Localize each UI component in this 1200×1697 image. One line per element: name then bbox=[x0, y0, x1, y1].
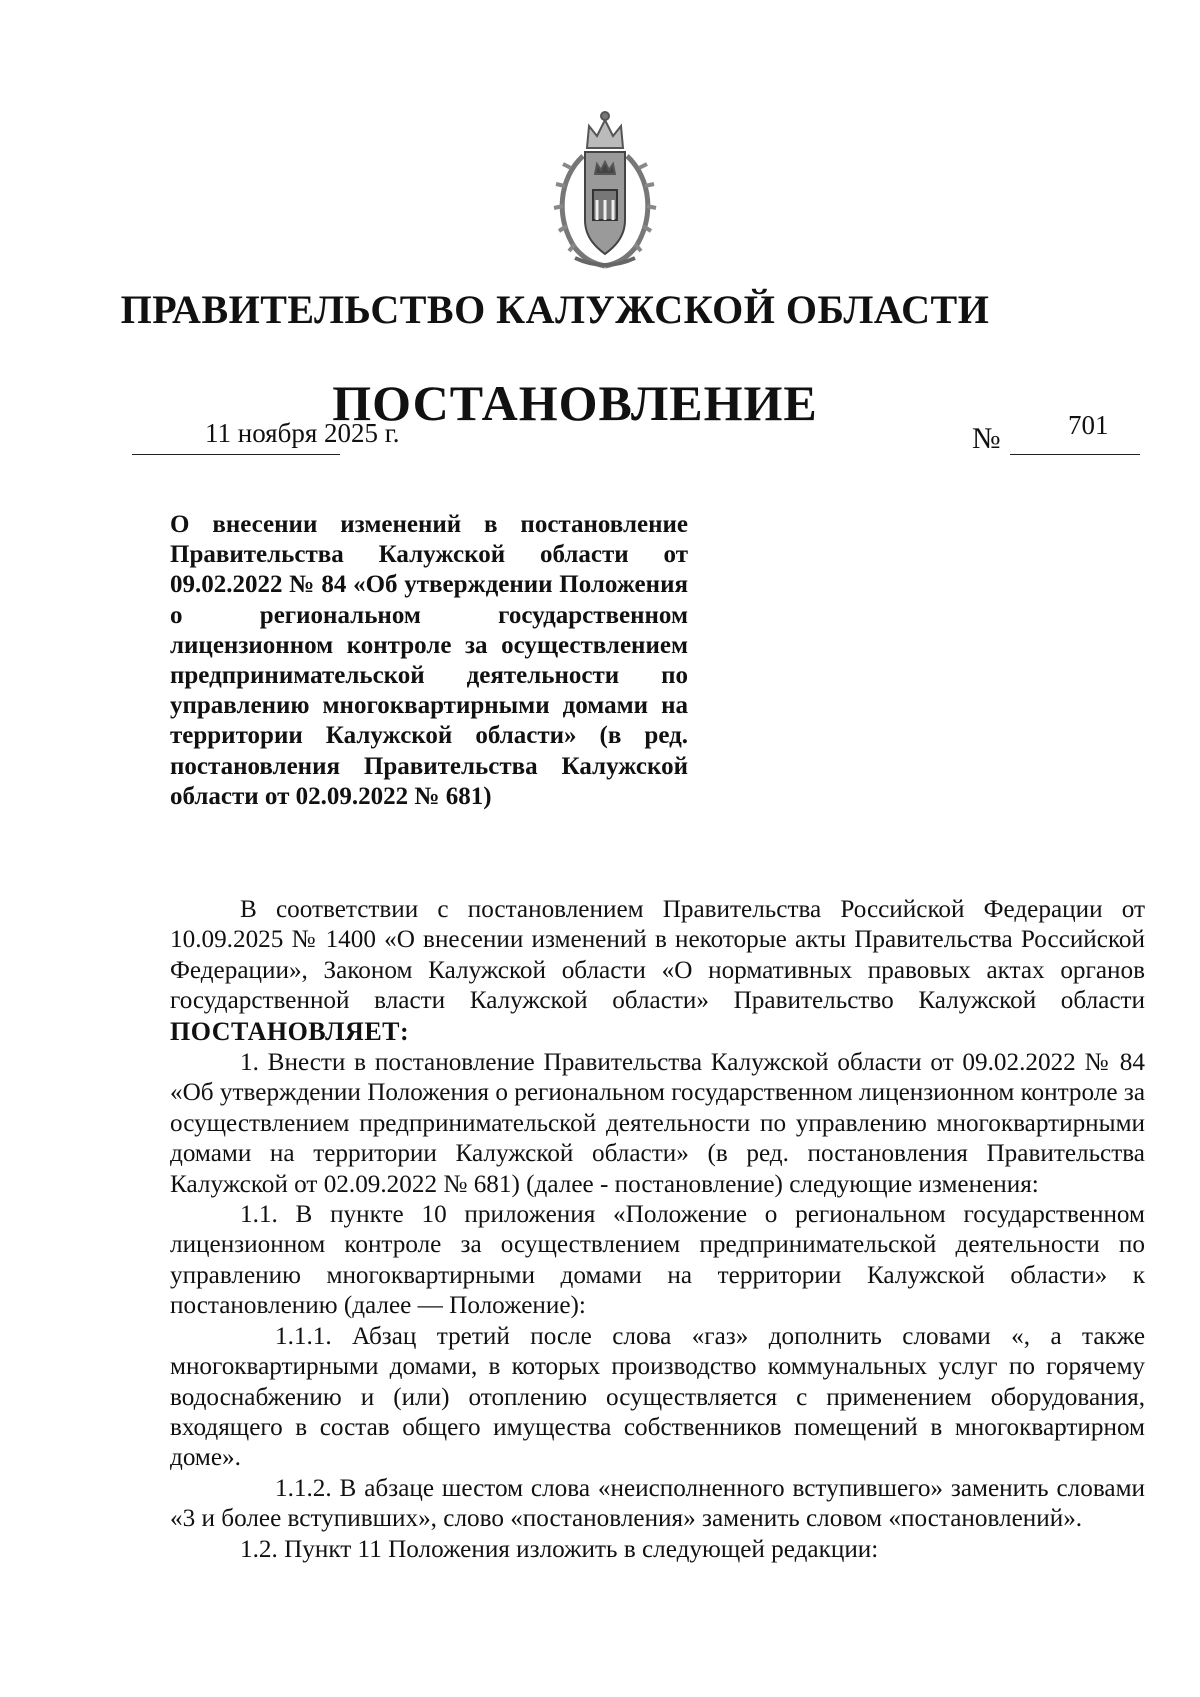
preamble-paragraph bbox=[170, 895, 1145, 1048]
document-number: 701 bbox=[1068, 410, 1109, 440]
coat-of-arms-icon bbox=[545, 108, 665, 273]
paragraph-1-1: 1.1. В пункте 10 приложения «Положение о региональном государственном лицензионном контроле за осуществлением предпринимательской деятельности по управлению многоквартирными домами на территории Калужской области» к постановлению (далее — Положение): bbox=[170, 1201, 1145, 1320]
document-date: 11 ноября 2025 г. bbox=[205, 418, 400, 448]
organization-name: ПРАВИТЕЛЬСТВО КАЛУЖСКОЙ ОБЛАСТИ bbox=[120, 287, 990, 332]
preamble-verb: ПОСТАНОВЛЯЕТ: bbox=[170, 1016, 410, 1046]
number-underline bbox=[1010, 454, 1140, 455]
paragraph-1: 1. Внести в постановление Правительства Калужской области от 09.02.2022 № 84 «Об утверждении Положения о региональном государственном лицензионном контроле за осуществлением предпринимательской деятельности по управлению многоквартирными домами на территории Калужской области» (в ред. постановления Правительства Калужской от 02.09.2022 № 681) (далее - постановление) следующие изменения: bbox=[170, 1049, 1145, 1198]
document-type: ПОСТАНОВЛЕНИЕ bbox=[332, 375, 818, 431]
preamble-text: В соответствии с постановлением Правительства Российской Федерации от 10.09.2025 № 1400 «О внесении изменений в некоторые акты Правительства Российской Федерации», Законом Калужской области «О нормативных правовых актах органов государственной власти Калужской области» Правительство Калужской области bbox=[170, 896, 1145, 1015]
document-number-sign: № bbox=[972, 422, 1001, 455]
paragraph-1-1-2: 1.1.2. В абзаце шестом слова «неисполненного вступившего» заменить словами «3 и более вступивших», слово «постановления» заменить словом «постановлений». bbox=[170, 1474, 1145, 1533]
document-subject: О внесении изменений в постановление Правительства Калужской области от 09.02.2022 № 84 «Об утверждении Положения о региональном государственном лицензионном контроле за осуществлением предпринимательской деятельности по управлению многоквартирными домами на территории Калужской области» (в ред. постановления Правительства Калужской области от 02.09.2022 № 681) bbox=[170, 511, 688, 810]
paragraph-1-2: 1.2. Пункт 11 Положения изложить в следующей редакции: bbox=[240, 1535, 879, 1563]
document-body bbox=[170, 895, 1145, 1565]
date-underline bbox=[132, 454, 340, 455]
paragraph-1-1-1: 1.1.1. Абзац третий после слова «газ» дополнить словами «, а также многоквартирными домами, в которых производство коммунальных услуг по горячему водоснабжению и (или) отоплению осуществляется с применением оборудования, входящего в состав общего имущества собственников помещений в многоквартирном доме». bbox=[170, 1322, 1145, 1472]
